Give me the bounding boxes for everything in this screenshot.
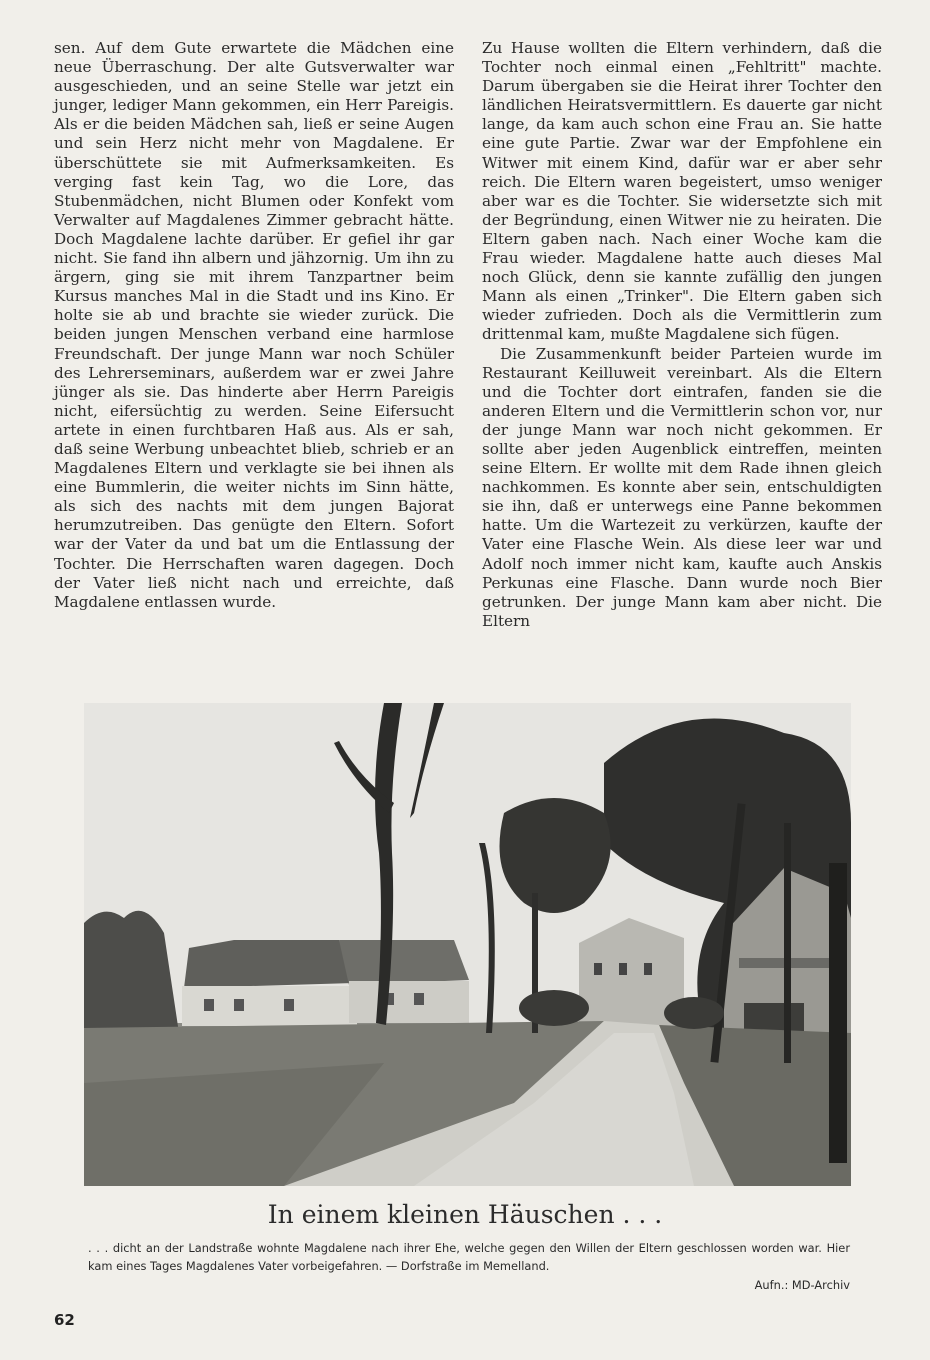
paragraph: Die Zusammenkunft beider Parteien wurde im Restaurant Keilluweit vereinbart. Als die Eltern und die Tochter dort eintrafen, fanden sie die anderen Eltern und die Vermittlerin schon vor, nur der junge Mann war noch nicht gekommen. Er sollte aber jeden Augenblick eintreffen, meinten seine Eltern. Er wollte mit dem Rade ihnen gleich nachkommen. Es konnte aber sein, entschuldigten sie ihn, daß er unterwegs eine Panne bekommen hatte. Um die Wartezeit zu verkürzen, kaufte der Vater eine Flasche Wein. Als diese leer war und Adolf noch immer nicht kam, kaufte auch Anskis Perkunas eine Flasche. Dann wurde noch Bier getrunken. Der junge Mann kam aber nicht. Die Eltern xyxy=(482,344,882,630)
figure-caption: . . . dicht an der Landstraße wohnte Magdalene nach ihrer Ehe, welche gegen den Willen der Eltern geschlossen worden war. Hier kam eines Tages Magdalenes Vater vorbeigefahren. — Dorfstraße im Memelland. xyxy=(88,1241,850,1273)
page-number: 62 xyxy=(54,1311,75,1329)
photo-credit: Aufn.: MD-Archiv xyxy=(754,1278,850,1292)
figure-title: In einem kleinen Häuschen . . . xyxy=(267,1200,663,1229)
right-text-column xyxy=(482,39,882,631)
village-road-photo xyxy=(84,703,851,1186)
paragraph: sen. Auf dem Gute erwartete die Mädchen eine neue Überraschung. Der alte Gutsverwalter war ausgeschieden, und an seine Stelle war jetzt ein junger, lediger Mann gekommen, ein Herr Pareigis. Als er die beiden Mädchen sah, ließ er seine Augen und sein Herz nicht mehr von Magdalene. Er überschüttete sie mit Aufmerksamkeiten. Es verging fast kein Tag, wo die Lore, das Stubenmädchen, nicht Blumen oder Konfekt vom Verwalter auf Magdalenes Zimmer gebracht hätte. Doch Magdalene lachte darüber. Er gefiel ihr gar nicht. Sie fand ihn albern und jähzornig. Um ihn zu ärgern, ging sie mit ihrem Tanzpartner beim Kursus manches Mal in die Stadt und ins Kino. Er holte sie ab und brachte sie wieder zurück. Die beiden jungen Menschen verband eine harmlose Freundschaft. Der junge Mann war noch Schüler des Lehrerseminars, außerdem war er zwei Jahre jünger als sie. Das hinderte aber Herrn Pareigis nicht, eifersüchtig zu werden. Seine Eifersucht artete in einen furchtbaren Haß aus. Als er sah, daß seine Werbung unbeachtet blieb, schrieb er an Magdalenes Eltern und verklagte sie bei ihnen als eine Bummlerin, die weiter nichts im Sinn hätte, als sich des nachts mit dem jungen Bajorat herumzutreiben. Das genügte den Eltern. Sofort war der Vater da und bat um die Entlassung der Tochter. Die Herrschaften waren dagegen. Doch der Vater ließ nicht nach und erreichte, daß Magdalene entlassen wurde. xyxy=(54,39,454,611)
paragraph: Zu Hause wollten die Eltern verhindern, daß die Tochter noch einmal einen „Fehltritt" machte. Darum übergaben sie die Heirat ihrer Tochter den ländlichen Heiratsvermittlern. Es dauerte gar nicht lange, da kam auch schon eine Frau an. Sie hatte eine gute Partie. Zwar war der Empfohlene ein Witwer mit einem Kind, dafür war er aber sehr reich. Die Eltern waren begeistert, umso weniger aber war es die Tochter. Sie widersetzte sich mit der Begründung, einen Witwer nie zu heiraten. Die Eltern gaben nach. Nach einer Woche kam die Frau wieder. Magdalene hatte auch dieses Mal noch Glück, denn sie kannte zufällig den jungen Mann als einen „Trinker". Die Eltern gaben sich wieder zufrieden. Doch als die Vermittlerin zum drittenmal kam, mußte Magdalene sich fügen. xyxy=(482,39,882,344)
left-text-column xyxy=(54,39,454,612)
